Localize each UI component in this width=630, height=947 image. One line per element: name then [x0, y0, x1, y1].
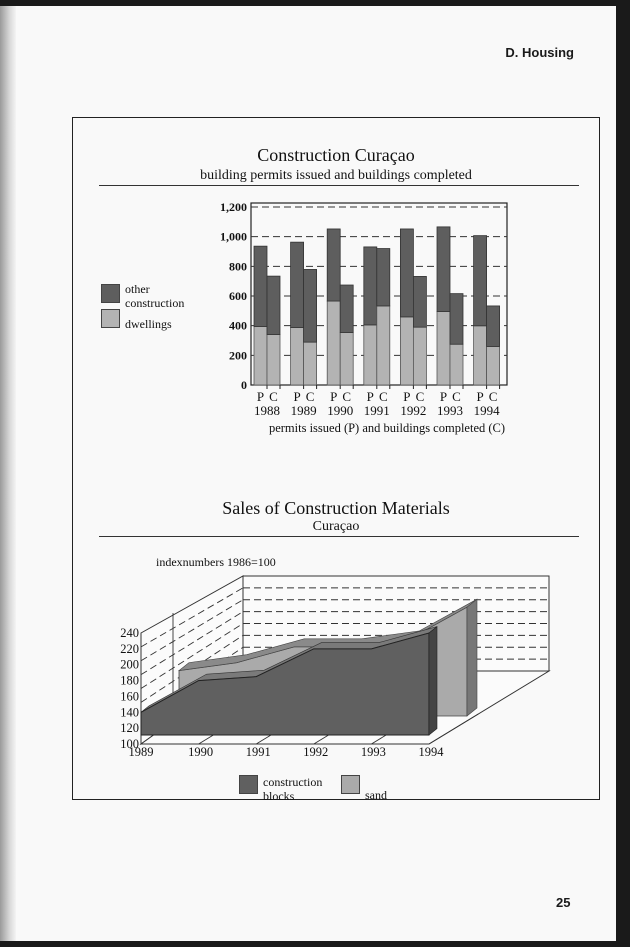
- y-tick-label: 220: [120, 641, 139, 656]
- y-tick-label: 200: [120, 657, 139, 672]
- figure-frame: [72, 117, 600, 803]
- x-sub-label: P: [476, 389, 484, 404]
- x-tick-label: 1991: [245, 745, 271, 759]
- x-tick-label: 1990: [188, 745, 214, 759]
- legend-label-other-construction: other construction: [125, 282, 185, 310]
- y-tick-label: 800: [229, 259, 247, 274]
- y-tick-label: 200: [229, 348, 247, 363]
- x-tick-label: 1989: [128, 745, 154, 759]
- y-tick-label: 0: [241, 378, 247, 392]
- legend-label-sand: sand: [365, 788, 387, 802]
- x-category-label: 1991: [363, 403, 390, 418]
- y-tick-label: 180: [120, 673, 139, 688]
- legend-label-dwellings: dwellings: [125, 317, 172, 331]
- x-sub-label: C: [415, 389, 425, 404]
- x-sub-label: P: [403, 389, 411, 404]
- x-sub-label: P: [366, 389, 374, 404]
- y-tick-label: 1,200: [220, 200, 247, 214]
- book-spine-shadow: [0, 6, 16, 941]
- x-sub-label: P: [330, 389, 338, 404]
- y-tick-label: 100: [120, 737, 139, 751]
- area-blocks-side: [429, 627, 437, 735]
- x-sub-label: C: [342, 389, 352, 404]
- x-sub-label: P: [439, 389, 448, 404]
- x-category-label: 1988: [254, 403, 280, 418]
- x-tick-label: 1994: [418, 745, 444, 759]
- chart2-index-note: indexnumbers 1986=100: [156, 555, 276, 569]
- y-tick-label: 160: [120, 689, 139, 704]
- chart1-title: Construction Curaçao: [257, 145, 415, 165]
- x-category-label: 1990: [327, 403, 354, 418]
- x-tick-label: 1992: [303, 745, 329, 759]
- x-category-label: 1994: [473, 403, 500, 418]
- x-sub-label: C: [305, 389, 315, 404]
- legend-label-construction-blocks: construction blocks: [263, 775, 323, 803]
- chart1-subtitle: building permits issued and buildings completed: [200, 168, 472, 183]
- y-tick-label: 600: [229, 289, 247, 303]
- y-tick-label: 240: [120, 626, 139, 640]
- x-sub-label: P: [293, 389, 301, 404]
- legend-swatch-construction-blocks: [239, 775, 258, 794]
- x-sub-label: P: [256, 389, 265, 404]
- x-category-label: 1989: [290, 403, 317, 418]
- x-sub-label: C: [488, 389, 498, 404]
- legend-swatch-sand: [341, 775, 360, 794]
- x-sub-label: C: [269, 389, 278, 404]
- x-sub-label: C: [452, 389, 461, 404]
- area-sand-side: [467, 599, 477, 716]
- chart2-title: Sales of Construction Materials: [222, 498, 450, 518]
- x-category-label: 1992: [400, 403, 427, 418]
- y-tick-label: 1,000: [220, 229, 247, 244]
- chart2-3d-area-chart: [73, 118, 601, 801]
- x-category-label: 1993: [437, 403, 463, 418]
- y-tick-label: 140: [120, 705, 139, 720]
- chart1-x-axis-label: permits issued (P) and buildings completed (C): [268, 421, 506, 435]
- document-page: [0, 6, 616, 941]
- y-tick-label: 120: [120, 721, 139, 736]
- chart2-subtitle: Curaçao: [312, 519, 360, 534]
- y-tick-label: 400: [229, 318, 247, 333]
- section-header: D. Housing: [505, 45, 574, 60]
- x-sub-label: C: [378, 389, 388, 404]
- page-number: 25: [556, 895, 571, 910]
- x-tick-label: 1993: [360, 745, 386, 759]
